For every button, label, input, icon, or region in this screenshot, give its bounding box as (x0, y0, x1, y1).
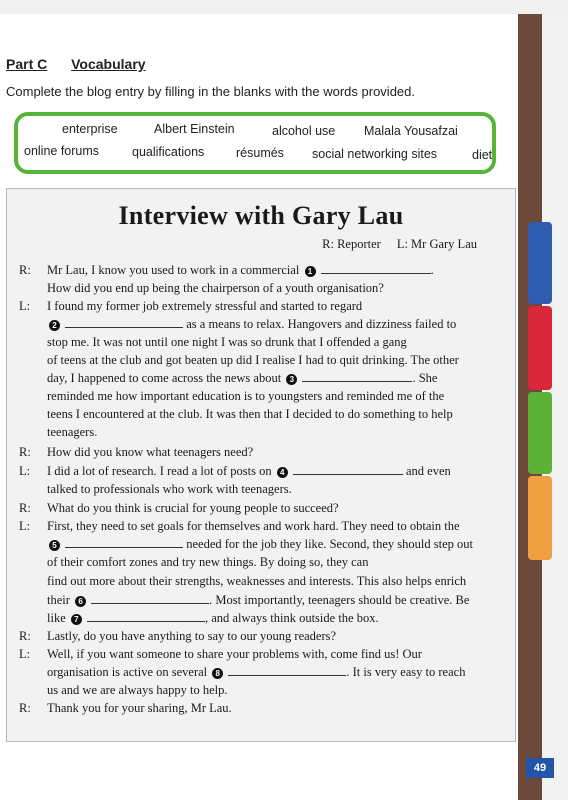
dialogue-line: of their comfort zones and try new things. By doing so, they can (47, 555, 369, 569)
speaker-label: R: (19, 263, 31, 277)
blank-2[interactable] (65, 317, 183, 328)
dialogue-line: First, they need to set goals for themselves and work hard. They need to obtain the (47, 519, 460, 533)
section-tab-orange (528, 476, 552, 560)
word-item: qualifications (132, 145, 205, 159)
dialogue-line: 2 as a means to relax. Hangovers and dizziness failed to (47, 317, 456, 332)
word-item: résumés (236, 146, 284, 160)
section-tab-red (528, 306, 552, 390)
dialogue-line: teens I encountered at the club. It was then that I decided to do something to help (47, 407, 453, 421)
word-item: Albert Einstein (154, 122, 235, 136)
blank-number-badge: 4 (277, 467, 288, 478)
speaker-label: R: (19, 629, 31, 643)
dialogue-line: Well, if you want someone to share your problems with, come find us! Our (47, 647, 422, 661)
dialogue-line: Mr Lau, I know you used to work in a commercial 1 . (47, 263, 434, 277)
dialogue-line: day, I happened to come across the news about 3 . She (47, 371, 438, 385)
dialogue-line: How did you know what teenagers need? (47, 445, 254, 459)
roles-legend (322, 237, 477, 252)
speaker-label: R: (19, 445, 31, 459)
role-reporter: R: Reporter (322, 237, 381, 251)
blank-number-badge: 1 (305, 266, 316, 277)
blank-number-badge: 6 (75, 596, 86, 607)
interview-card (6, 188, 516, 742)
role-interviewee: L: Mr Gary Lau (396, 237, 477, 251)
section-tab-green (528, 392, 552, 474)
part-title: Vocabulary (71, 56, 146, 72)
word-item: alcohol use (272, 124, 336, 138)
blank-7[interactable] (87, 611, 205, 622)
blank-number-badge: 2 (49, 320, 60, 331)
blank-number-badge: 5 (49, 540, 60, 551)
dialogue-line: teenagers. (47, 425, 98, 439)
section-tab-blue (528, 222, 552, 304)
part-label: Part C (6, 56, 48, 72)
blank-6[interactable] (91, 593, 209, 604)
word-item: enterprise (62, 122, 118, 136)
dialogue-line: find out more about their strengths, weaknesses and interests. This also helps enrich (47, 574, 467, 588)
dialogue-line: their 6 . Most importantly, teenagers should be creative. Be (47, 593, 470, 607)
blank-8[interactable] (228, 665, 346, 676)
blank-number-badge: 8 (212, 668, 223, 679)
dialogue-line: How did you end up being the chairperson of a youth organisation? (47, 281, 384, 295)
speaker-label: L: (19, 519, 31, 533)
dialogue-line: Thank you for your sharing, Mr Lau. (47, 701, 232, 715)
word-item: diet (472, 148, 493, 162)
dialogue-line: talked to professionals who work with teenagers. (47, 482, 292, 496)
word-item: online forums (24, 144, 100, 158)
speaker-label: L: (19, 647, 31, 661)
blank-number-badge: 7 (71, 614, 82, 625)
word-item: social networking sites (312, 147, 438, 161)
dialogue-line: I found my former job extremely stressful and started to regard (47, 299, 363, 313)
blank-number-badge: 3 (286, 374, 297, 385)
speaker-label: R: (19, 701, 31, 715)
dialogue-line: reminded me how important education is to youngsters and reminded me of the (47, 389, 445, 403)
dialogue-line: of teens at the club and got beaten up did I realise I had to quit drinking. The other (47, 353, 459, 367)
page-top-edge (0, 0, 568, 14)
part-heading (6, 56, 146, 72)
speaker-label: R: (19, 501, 31, 515)
speaker-label: L: (19, 299, 31, 313)
interview-title: Interview with Gary Lau (118, 201, 404, 230)
blank-5[interactable] (65, 537, 183, 548)
dialogue-line: stop me. It was not until one night I was so drunk that I offended a gang (47, 335, 407, 349)
dialogue-line: us and we are always happy to help. (47, 683, 228, 697)
dialogue-line: Lastly, do you have anything to say to our young readers? (47, 629, 337, 643)
word-bank (14, 112, 496, 174)
dialogue-line: 5 needed for the job they like. Second, they should step out (47, 537, 473, 552)
blank-4[interactable] (293, 464, 403, 475)
dialogue-line: like 7 , and always think outside the box. (47, 611, 379, 625)
word-item: Malala Yousafzai (364, 124, 458, 138)
dialogue-line: organisation is active on several 8 . It is very easy to reach (47, 665, 466, 679)
speaker-label: L: (19, 464, 31, 478)
blank-3[interactable] (302, 371, 412, 382)
dialogue-line: What do you think is crucial for young people to succeed? (47, 501, 339, 515)
blank-1[interactable] (321, 263, 431, 274)
dialogue-line: I did a lot of research. I read a lot of posts on 4 and even (47, 464, 451, 478)
page-number: 49 (526, 758, 554, 778)
instruction-text: Complete the blog entry by filling in the blanks with the words provided. (6, 84, 415, 99)
